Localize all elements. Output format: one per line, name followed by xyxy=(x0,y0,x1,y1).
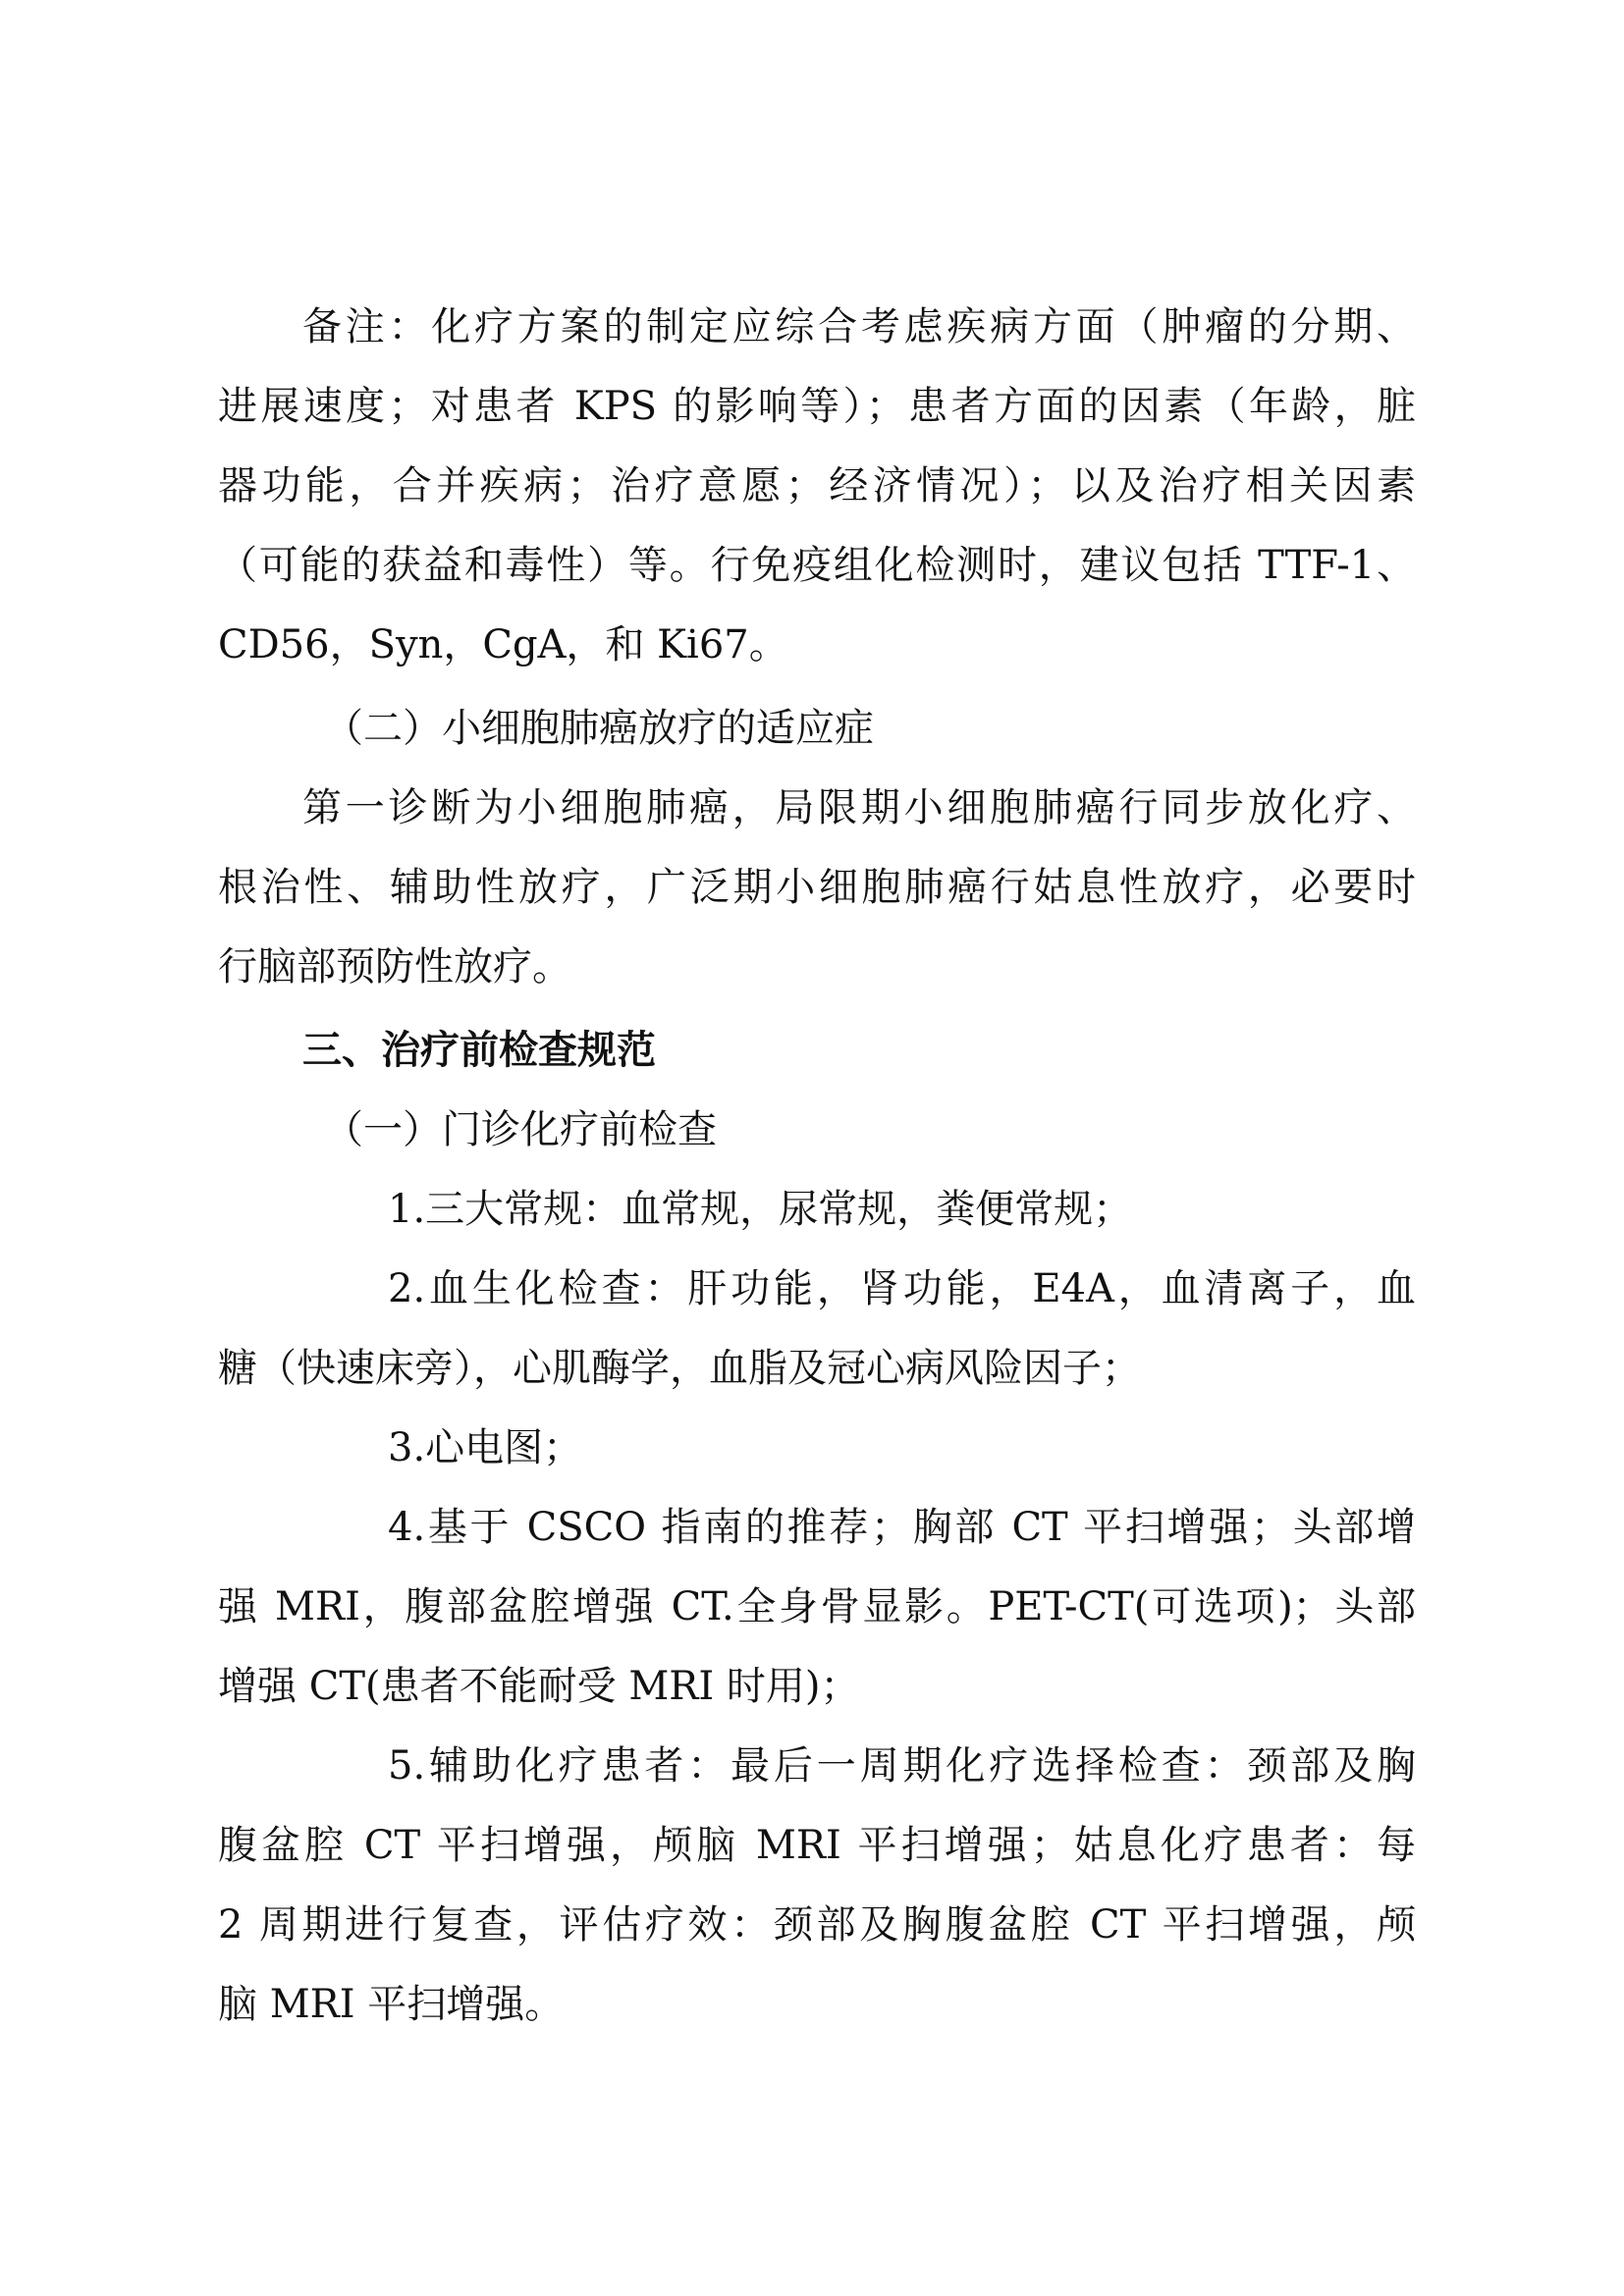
item-3-line-1: 3.心电图； xyxy=(388,1425,583,1470)
item-5-line-1: 5.辅助化疗患者：最后一周期化疗选择检查：颈部及胸 xyxy=(388,1743,1416,1789)
section-2-line-1: 第一诊断为小细胞肺癌，局限期小细胞肺癌行同步放化疗、 xyxy=(302,785,1416,830)
item-5-line-4: 脑 MRI 平扫增强。 xyxy=(218,1982,565,2027)
note-line-2: 进展速度；对患者 KPS 的影响等）；患者方面的因素（年龄，脏 xyxy=(218,384,1416,429)
item-5-line-3: 2 周期进行复查，评估疗效：颈部及胸腹盆腔 CT 平扫增强，颅 xyxy=(218,1902,1416,1948)
item-2-line-1: 2.血生化检查：肝功能，肾功能，E4A，血清离子，血 xyxy=(388,1266,1416,1311)
item-1-line-1: 1.三大常规：血常规，尿常规，粪便常规； xyxy=(388,1187,1133,1232)
section-3-1-heading: （一）门诊化疗前检查 xyxy=(324,1107,717,1152)
item-4-line-2: 强 MRI，腹部盆腔增强 CT.全身骨显影。PET-CT(可选项)；头部 xyxy=(218,1584,1416,1629)
note-line-4: （可能的获益和毒性）等。行免疫组化检测时，建议包括 TTF-1、 xyxy=(218,543,1416,588)
item-4-line-1: 4.基于 CSCO 指南的推荐；胸部 CT 平扫增强；头部增 xyxy=(388,1505,1416,1550)
section-2-line-3: 行脑部预防性放疗。 xyxy=(218,944,571,989)
note-line-1: 备注：化疗方案的制定应综合考虑疾病方面（肿瘤的分期、 xyxy=(302,304,1416,349)
item-2-line-2: 糖（快速床旁），心肌酶学，血脂及冠心病风险因子； xyxy=(218,1346,1141,1391)
section-2-line-2: 根治性、辅助性放疗，广泛期小细胞肺癌行姑息性放疗，必要时 xyxy=(218,865,1416,910)
section-2-heading: （二）小细胞肺癌放疗的适应症 xyxy=(324,706,874,751)
note-line-3: 器功能，合并疾病；治疗意愿；经济情况）；以及治疗相关因素 xyxy=(218,463,1416,508)
item-5-line-2: 腹盆腔 CT 平扫增强，颅脑 MRI 平扫增强；姑息化疗患者：每 xyxy=(218,1823,1416,1868)
note-line-5: CD56，Syn，CgA，和 Ki67。 xyxy=(218,622,788,667)
section-3-heading: 三、治疗前检查规范 xyxy=(302,1028,656,1073)
item-4-line-3: 增强 CT(患者不能耐受 MRI 时用)； xyxy=(218,1664,860,1709)
